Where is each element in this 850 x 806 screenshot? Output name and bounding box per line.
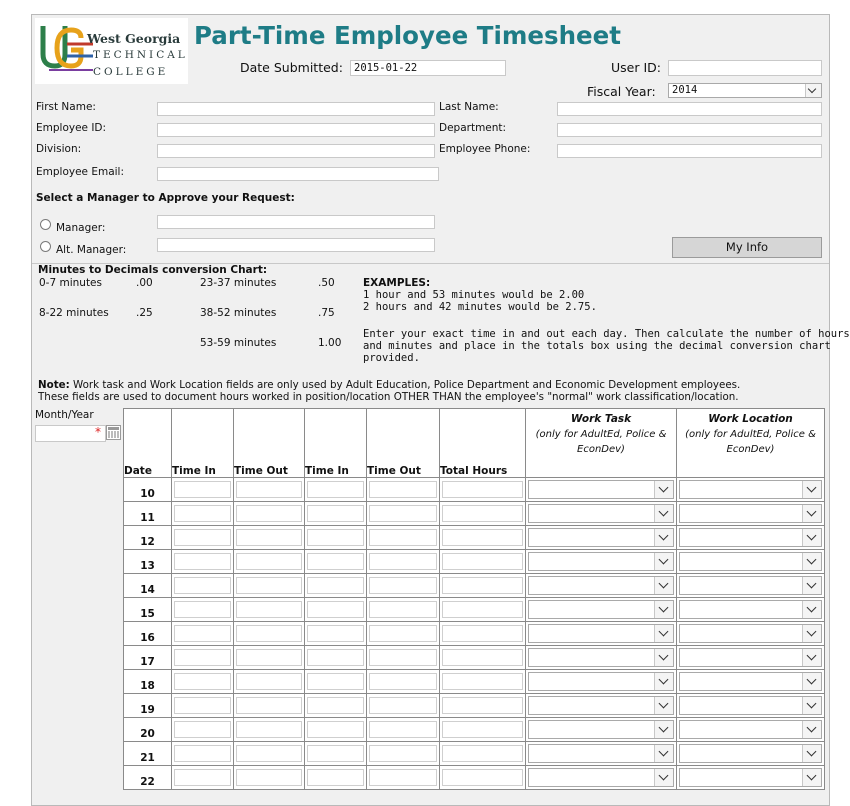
chevron-down-icon [654, 505, 673, 522]
time-out-field[interactable] [236, 577, 302, 594]
table-row [124, 526, 825, 550]
total-hours-field[interactable] [442, 769, 523, 786]
time-in-2-field[interactable] [307, 481, 364, 498]
work-task-select[interactable] [528, 648, 674, 667]
alt-manager-radio[interactable] [40, 241, 51, 252]
time-out-field[interactable] [236, 745, 302, 762]
time-in-field[interactable] [174, 529, 231, 546]
chevron-down-icon [802, 769, 821, 786]
work-location-select[interactable] [679, 624, 822, 643]
conv-value-50: .50 [318, 277, 335, 289]
time-out-field[interactable] [236, 601, 302, 618]
time-in-2-field[interactable] [307, 625, 364, 642]
total-hours-field[interactable] [442, 673, 523, 690]
user-id-field[interactable] [668, 60, 822, 76]
time-out-field[interactable] [236, 697, 302, 714]
time-in-field[interactable] [174, 673, 231, 690]
total-hours-field[interactable] [442, 577, 523, 594]
chevron-down-icon [802, 745, 821, 762]
note-line1 [38, 379, 740, 391]
logo-line1: West Georgia [87, 31, 181, 46]
chevron-down-icon [654, 673, 673, 690]
chevron-down-icon [654, 769, 673, 786]
table-row [124, 598, 825, 622]
time-in-2-field[interactable] [307, 769, 364, 786]
time-out-2-field[interactable] [369, 625, 437, 642]
chevron-down-icon [654, 577, 673, 594]
time-in-2-field[interactable] [307, 601, 364, 618]
time-out-field[interactable] [236, 625, 302, 642]
my-info-button[interactable]: My Info [672, 237, 822, 258]
chevron-down-icon [654, 721, 673, 738]
logo-line2: TECHNICAL [93, 49, 188, 61]
time-in-2-field[interactable] [307, 529, 364, 546]
time-in-2-field[interactable] [307, 577, 364, 594]
table-row [124, 670, 825, 694]
row-date: 22 [124, 766, 172, 790]
conv-value-00: .00 [136, 277, 153, 289]
time-in-field[interactable] [174, 769, 231, 786]
work-task-select[interactable] [528, 576, 674, 595]
col-header-work-task [526, 409, 677, 478]
chevron-down-icon [802, 529, 821, 546]
work-location-select[interactable] [679, 744, 822, 763]
user-id-label: User ID: [611, 60, 661, 75]
table-row [124, 646, 825, 670]
work-task-select[interactable] [528, 744, 674, 763]
total-hours-field[interactable] [442, 529, 523, 546]
time-out-2-field[interactable] [369, 721, 437, 738]
time-out-2-field[interactable] [369, 505, 437, 522]
table-row [124, 766, 825, 790]
work-task-select[interactable] [528, 720, 674, 739]
time-out-field[interactable] [236, 769, 302, 786]
total-hours-field[interactable] [442, 745, 523, 762]
time-in-field[interactable] [174, 505, 231, 522]
time-in-field[interactable] [174, 625, 231, 642]
manager-section-title: Select a Manager to Approve your Request: [36, 192, 295, 204]
conv-range-0-7: 0-7 minutes [39, 277, 102, 289]
time-in-2-field[interactable] [307, 745, 364, 762]
time-out-field[interactable] [236, 673, 302, 690]
work-task-note2: EconDev) [577, 444, 625, 455]
table-row [124, 574, 825, 598]
chevron-down-icon [802, 649, 821, 666]
chevron-down-icon [802, 553, 821, 570]
table-row [124, 622, 825, 646]
work-location-select[interactable] [679, 672, 822, 691]
time-out-2-field[interactable] [369, 553, 437, 570]
table-row [124, 502, 825, 526]
row-date: 17 [124, 646, 172, 670]
row-date: 11 [124, 502, 172, 526]
instructions-line2: and minutes and place in the totals box using the decimal conversion chart [363, 340, 831, 352]
total-hours-field[interactable] [442, 625, 523, 642]
timesheet-form [31, 14, 850, 806]
conv-range-38-52: 38-52 minutes [200, 307, 277, 319]
col-header-time-in: Time In [172, 409, 234, 478]
total-hours-field[interactable] [442, 481, 523, 498]
logo-line3: COLLEGE [93, 66, 169, 78]
note-text1: Work task and Work Location fields are only used by Adult Education, Police Department and Economic Development employees. [69, 379, 741, 391]
time-out-2-field[interactable] [369, 601, 437, 618]
conv-value-100: 1.00 [318, 337, 342, 349]
month-year-label: Month/Year [35, 409, 94, 421]
time-out-2-field[interactable] [369, 481, 437, 498]
time-in-field[interactable] [174, 649, 231, 666]
manager-radio[interactable] [40, 219, 51, 230]
table-row [124, 550, 825, 574]
chevron-down-icon [654, 553, 673, 570]
time-out-2-field[interactable] [369, 529, 437, 546]
manager-field[interactable] [157, 215, 435, 229]
row-date: 18 [124, 670, 172, 694]
row-date: 21 [124, 742, 172, 766]
employee-phone-field[interactable] [557, 144, 822, 158]
work-task-select[interactable] [528, 528, 674, 547]
work-task-select[interactable] [528, 696, 674, 715]
time-out-field[interactable] [236, 505, 302, 522]
required-mark: * [95, 425, 101, 439]
total-hours-field[interactable] [442, 721, 523, 738]
work-task-title: Work Task [570, 413, 632, 425]
date-submitted-label: Date Submitted: [240, 60, 343, 75]
time-in-field[interactable] [174, 745, 231, 762]
conv-value-25: .25 [136, 307, 153, 319]
chevron-down-icon [802, 577, 821, 594]
total-hours-field[interactable] [442, 649, 523, 666]
work-task-select[interactable] [528, 600, 674, 619]
manager-label: Manager: [56, 222, 106, 234]
col-header-time-out-2: Time Out [367, 409, 440, 478]
row-date: 13 [124, 550, 172, 574]
row-date: 12 [124, 526, 172, 550]
last-name-field[interactable] [557, 102, 822, 116]
last-name-label: Last Name: [439, 101, 499, 113]
row-date: 19 [124, 694, 172, 718]
department-field[interactable] [557, 123, 822, 137]
chevron-down-icon [654, 481, 673, 498]
col-header-time-out: Time Out [234, 409, 305, 478]
time-out-field[interactable] [236, 481, 302, 498]
examples-title: EXAMPLES: [363, 277, 431, 289]
work-location-select[interactable] [679, 480, 822, 499]
work-location-select[interactable] [679, 576, 822, 595]
chevron-down-icon [802, 697, 821, 714]
example-1: 1 hour and 53 minutes would be 2.00 [363, 289, 585, 301]
conv-range-23-37: 23-37 minutes [200, 277, 277, 289]
time-in-field[interactable] [174, 697, 231, 714]
time-out-field[interactable] [236, 721, 302, 738]
col-header-date: Date [124, 409, 172, 478]
row-date: 10 [124, 478, 172, 502]
work-location-select[interactable] [679, 528, 822, 547]
time-out-2-field[interactable] [369, 577, 437, 594]
table-row [124, 694, 825, 718]
time-in-field[interactable] [174, 721, 231, 738]
chevron-down-icon [802, 673, 821, 690]
note-label: Note: [38, 379, 70, 391]
time-out-2-field[interactable] [369, 649, 437, 666]
work-location-select[interactable] [679, 648, 822, 667]
chevron-down-icon [802, 601, 821, 618]
work-location-select[interactable] [679, 768, 822, 787]
work-location-select[interactable] [679, 504, 822, 523]
row-date: 16 [124, 622, 172, 646]
note-line2: These fields are used to document hours worked in position/location OTHER THAN the employee's "normal" work classification/location. [38, 391, 739, 403]
total-hours-field[interactable] [442, 697, 523, 714]
time-out-2-field[interactable] [369, 745, 437, 762]
chevron-down-icon [654, 697, 673, 714]
time-out-field[interactable] [236, 649, 302, 666]
chevron-down-icon [802, 481, 821, 498]
chevron-down-icon [805, 84, 821, 97]
first-name-label: First Name: [36, 101, 96, 113]
first-name-field[interactable] [157, 102, 435, 116]
work-location-note1: (only for AdultEd, Police & [685, 429, 816, 440]
time-in-field[interactable] [174, 577, 231, 594]
total-hours-field[interactable] [442, 601, 523, 618]
row-date: 15 [124, 598, 172, 622]
date-submitted-field[interactable]: 2015-01-22 [350, 60, 506, 76]
chevron-down-icon [802, 625, 821, 642]
time-in-2-field[interactable] [307, 721, 364, 738]
time-in-field[interactable] [174, 553, 231, 570]
conversion-title: Minutes to Decimals conversion Chart: [38, 264, 268, 276]
time-in-2-field[interactable] [307, 697, 364, 714]
conv-value-75: .75 [318, 307, 335, 319]
time-in-2-field[interactable] [307, 673, 364, 690]
chevron-down-icon [654, 625, 673, 642]
employee-id-field[interactable] [157, 123, 435, 137]
time-out-2-field[interactable] [369, 673, 437, 690]
calendar-icon[interactable] [106, 425, 121, 440]
work-location-select[interactable] [679, 720, 822, 739]
work-task-note1: (only for AdultEd, Police & [535, 429, 667, 440]
chevron-down-icon [802, 505, 821, 522]
work-task-select[interactable] [528, 768, 674, 787]
table-row [124, 742, 825, 766]
division-label: Division: [36, 143, 82, 155]
chevron-down-icon [654, 601, 673, 618]
time-in-2-field[interactable] [307, 505, 364, 522]
time-in-2-field[interactable] [307, 649, 364, 666]
alt-manager-field[interactable] [157, 238, 435, 252]
employee-email-field[interactable] [157, 167, 439, 181]
alt-manager-label: Alt. Manager: [56, 244, 127, 256]
col-header-work-location [677, 409, 825, 478]
employee-email-label: Employee Email: [36, 166, 125, 178]
page-title: Part-Time Employee Timesheet [194, 21, 621, 50]
work-task-select[interactable] [528, 504, 674, 523]
col-header-time-in-2: Time In [305, 409, 367, 478]
instructions-line3: provided. [363, 352, 420, 364]
employee-phone-label: Employee Phone: [439, 143, 531, 155]
chevron-down-icon [654, 745, 673, 762]
wgtc-logo [35, 18, 188, 84]
work-location-select[interactable] [679, 696, 822, 715]
timesheet-table [123, 408, 825, 790]
employee-id-label: Employee ID: [36, 122, 107, 134]
wgtc-logo-mark [37, 20, 95, 80]
fiscal-year-label: Fiscal Year: [587, 84, 656, 99]
work-location-title: Work Location [708, 413, 793, 425]
row-date: 14 [124, 574, 172, 598]
time-in-2-field[interactable] [307, 553, 364, 570]
work-location-note2: EconDev) [726, 444, 775, 455]
chevron-down-icon [802, 721, 821, 738]
fiscal-year-select[interactable] [668, 83, 822, 98]
instructions-line1: Enter your exact time in and out each day. Then calculate the number of hours [363, 328, 850, 340]
table-row [124, 718, 825, 742]
work-location-select[interactable] [679, 552, 822, 571]
work-task-select[interactable] [528, 672, 674, 691]
conv-range-53-59: 53-59 minutes [200, 337, 277, 349]
work-task-select[interactable] [528, 624, 674, 643]
total-hours-field[interactable] [442, 553, 523, 570]
time-out-2-field[interactable] [369, 769, 437, 786]
col-header-total-hours: Total Hours [440, 409, 526, 478]
chevron-down-icon [654, 529, 673, 546]
time-out-field[interactable] [236, 529, 302, 546]
time-in-field[interactable] [174, 481, 231, 498]
row-date: 20 [124, 718, 172, 742]
table-row [124, 478, 825, 502]
time-out-2-field[interactable] [369, 697, 437, 714]
fiscal-year-value: 2014 [672, 84, 698, 96]
time-in-field[interactable] [174, 601, 231, 618]
work-task-select[interactable] [528, 480, 674, 499]
example-2: 2 hours and 42 minutes would be 2.75. [363, 301, 597, 313]
time-out-field[interactable] [236, 553, 302, 570]
chevron-down-icon [654, 649, 673, 666]
division-field[interactable] [157, 144, 435, 158]
work-location-select[interactable] [679, 600, 822, 619]
total-hours-field[interactable] [442, 505, 523, 522]
department-label: Department: [439, 122, 507, 134]
work-task-select[interactable] [528, 552, 674, 571]
conv-range-8-22: 8-22 minutes [39, 307, 109, 319]
